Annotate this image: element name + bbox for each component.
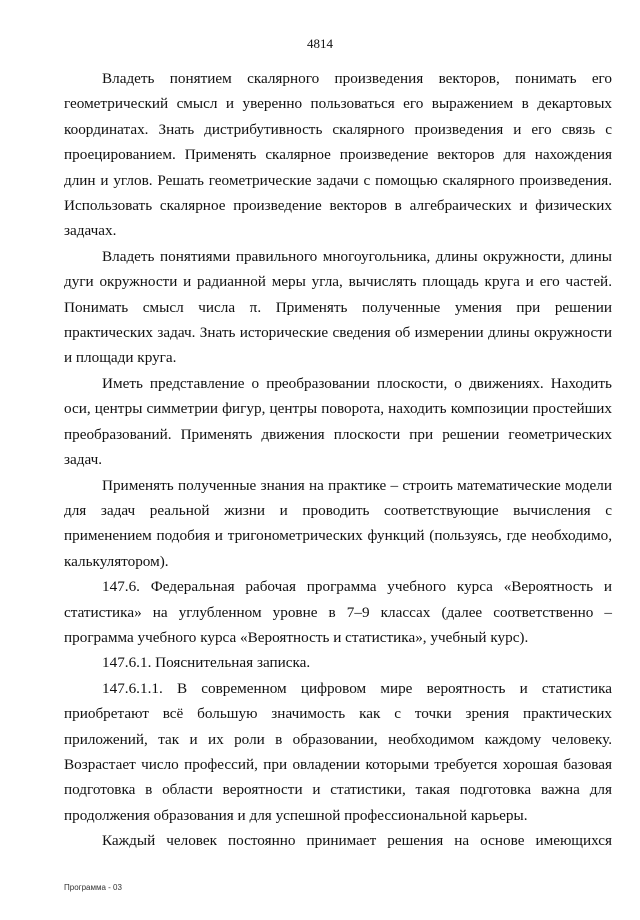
page-number: 4814: [307, 36, 333, 51]
paragraph-section-147-6-1: 147.6.1. Пояснительная записка.: [102, 654, 311, 672]
document-body: [64, 66, 612, 854]
paragraph-decisions: Каждый человек постоянно принимает решения на основе имеющихся: [102, 832, 612, 850]
paragraph-practical-application: Применять полученные знания на практике – строить математические модели для задач реальной жизни и проводить соответствующие вычисления с применением подобия и тригонометрических функций (пользуясь, где необходимо, калькулятором).: [64, 476, 612, 570]
footer-label: Программа - 03: [64, 883, 122, 892]
paragraph-polygons-circle: Владеть понятиями правильного многоугольника, длины окружности, длины дуги окружности и радианной меры угла, вычислять площадь круга и его частей. Понимать смысл числа π. Применять полученные умения при решении практических задач. Знать исторические сведения об измерении длины окружности и площади круга.: [64, 247, 612, 367]
paragraph-section-147-6: 147.6. Федеральная рабочая программа учебного курса «Вероятность и статистика» на углубленном уровне в 7–9 классах (далее соответственно – программа учебного курса «Вероятность и статистика», учебный курс).: [64, 578, 612, 646]
paragraph-scalar-product: Владеть понятием скалярного произведения векторов, понимать его геометрический смысл и уверенно пользоваться его выражением в декартовых координатах. Знать дистрибутивность скалярного произведения и его связь с проецированием. Применять скалярное произведение векторов для нахождения длин и углов. Решать геометрические задачи с помощью скалярного произведения. Использовать скалярное произведение векторов в алгебраических и физических задачах.: [64, 70, 612, 240]
paragraph-section-147-6-1-1: 147.6.1.1. В современном цифровом мире вероятность и статистика приобретают всё большую значимость как с точки зрения практических приложений, так и их роли в образовании, необходимом каждому человеку. Возрастает число профессий, при овладении которыми требуется хорошая базовая подготовка в области вероятности и статистики, такая подготовка важна для продолжения образования и для успешной профессиональной карьеры.: [64, 679, 612, 824]
paragraph-plane-transformations: Иметь представление о преобразовании плоскости, о движениях. Находить оси, центры симметрии фигур, центры поворота, находить композиции простейших преобразований. Применять движения плоскости при решении геометрических задач.: [64, 374, 612, 469]
